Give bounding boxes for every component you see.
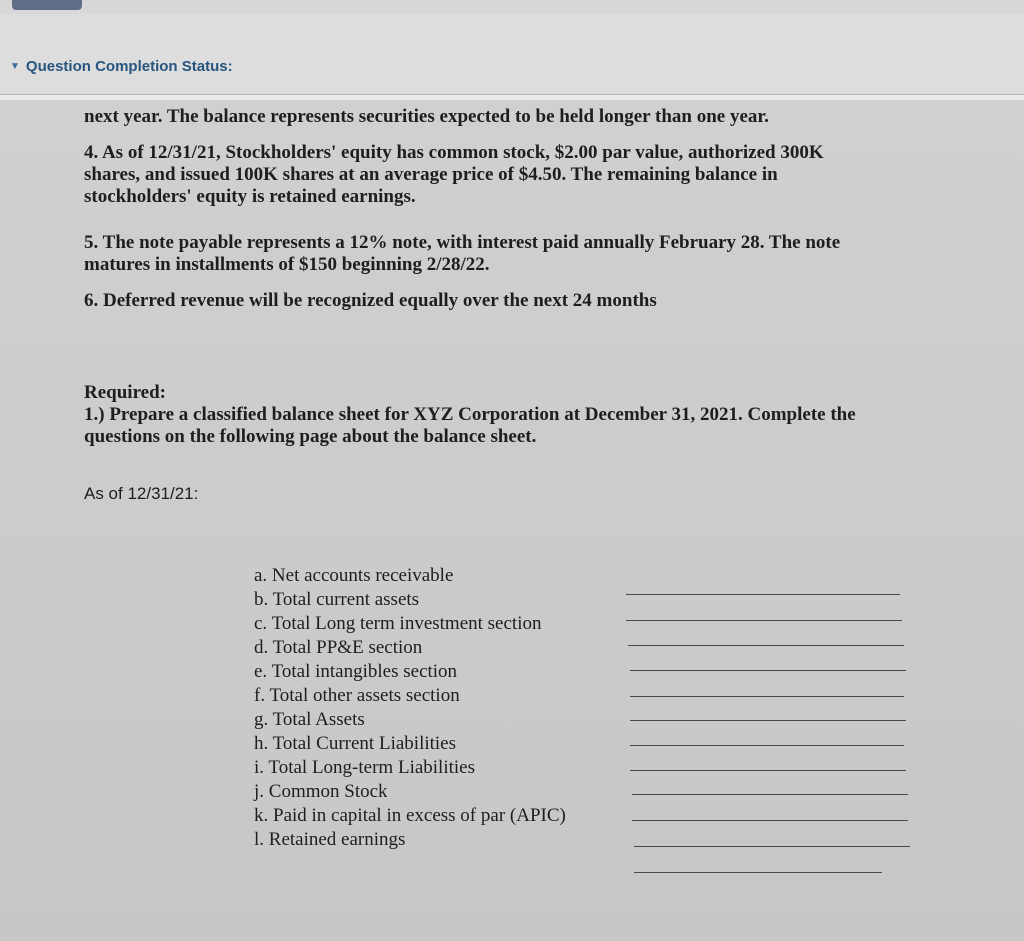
answer-line-l[interactable] — [634, 872, 882, 873]
answer-line-i[interactable] — [632, 794, 908, 795]
question-h: h. Total Current Liabilities — [254, 733, 457, 754]
question-c: c. Total Long term investment section — [254, 613, 542, 634]
as-of-label: As of 12/31/21: — [84, 484, 199, 503]
required-line-1: 1.) Prepare a classified balance sheet for XYZ Corporation at December 31, 2021. Complete the — [84, 404, 856, 425]
chevron-down-icon: ▼ — [10, 61, 20, 72]
note-5 — [84, 232, 984, 276]
note-3-continuation: next year. The balance represents securities expected to be held longer than one year. — [84, 106, 769, 127]
note-4 — [84, 142, 984, 208]
question-e: e. Total intangibles section — [254, 661, 458, 682]
answer-line-k[interactable] — [634, 846, 910, 847]
answer-line-f[interactable] — [630, 720, 906, 721]
question-a: a. Net accounts receivable — [254, 565, 454, 586]
question-i: i. Total Long-term Liabilities — [254, 757, 475, 778]
top-strip — [0, 0, 1024, 14]
answer-line-d[interactable] — [630, 670, 906, 671]
answer-line-a[interactable] — [626, 594, 900, 595]
status-label: Question Completion Status: — [25, 58, 233, 75]
note-4-line-2: shares, and issued 100K shares at an average price of $4.50. The remaining balance in — [84, 164, 778, 185]
answer-line-e[interactable] — [630, 696, 904, 697]
question-content — [0, 100, 1024, 941]
question-completion-status-toggle[interactable] — [10, 58, 233, 75]
answer-line-c[interactable] — [628, 645, 904, 646]
note-5-line-1: 5. The note payable represents a 12% note, with interest paid annually February 28. The note — [84, 232, 841, 253]
required-line-2: questions on the following page about the balance sheet. — [84, 426, 537, 447]
note-6: 6. Deferred revenue will be recognized equally over the next 24 months — [84, 290, 657, 311]
status-bar — [0, 14, 1024, 94]
question-j: j. Common Stock — [254, 781, 388, 802]
answer-line-b[interactable] — [626, 620, 902, 621]
note-4-line-3: stockholders' equity is retained earnings. — [84, 186, 416, 207]
question-g: g. Total Assets — [254, 709, 365, 730]
question-d: d. Total PP&E section — [254, 637, 423, 658]
show-timer-tab[interactable] — [12, 0, 82, 10]
note-5-line-2: matures in installments of $150 beginning 2/28/22. — [84, 254, 490, 275]
answer-line-g[interactable] — [630, 745, 904, 746]
answer-line-h[interactable] — [630, 770, 906, 771]
note-4-line-1: 4. As of 12/31/21, Stockholders' equity has common stock, $2.00 par value, authorized 300K — [84, 142, 824, 163]
question-f: f. Total other assets section — [254, 685, 460, 706]
question-k: k. Paid in capital in excess of par (APIC) — [254, 805, 566, 826]
question-b: b. Total current assets — [254, 589, 420, 610]
question-l: l. Retained earnings — [254, 829, 406, 850]
required-section — [84, 382, 984, 448]
answer-line-j[interactable] — [632, 820, 908, 821]
required-heading: Required: — [84, 382, 166, 403]
